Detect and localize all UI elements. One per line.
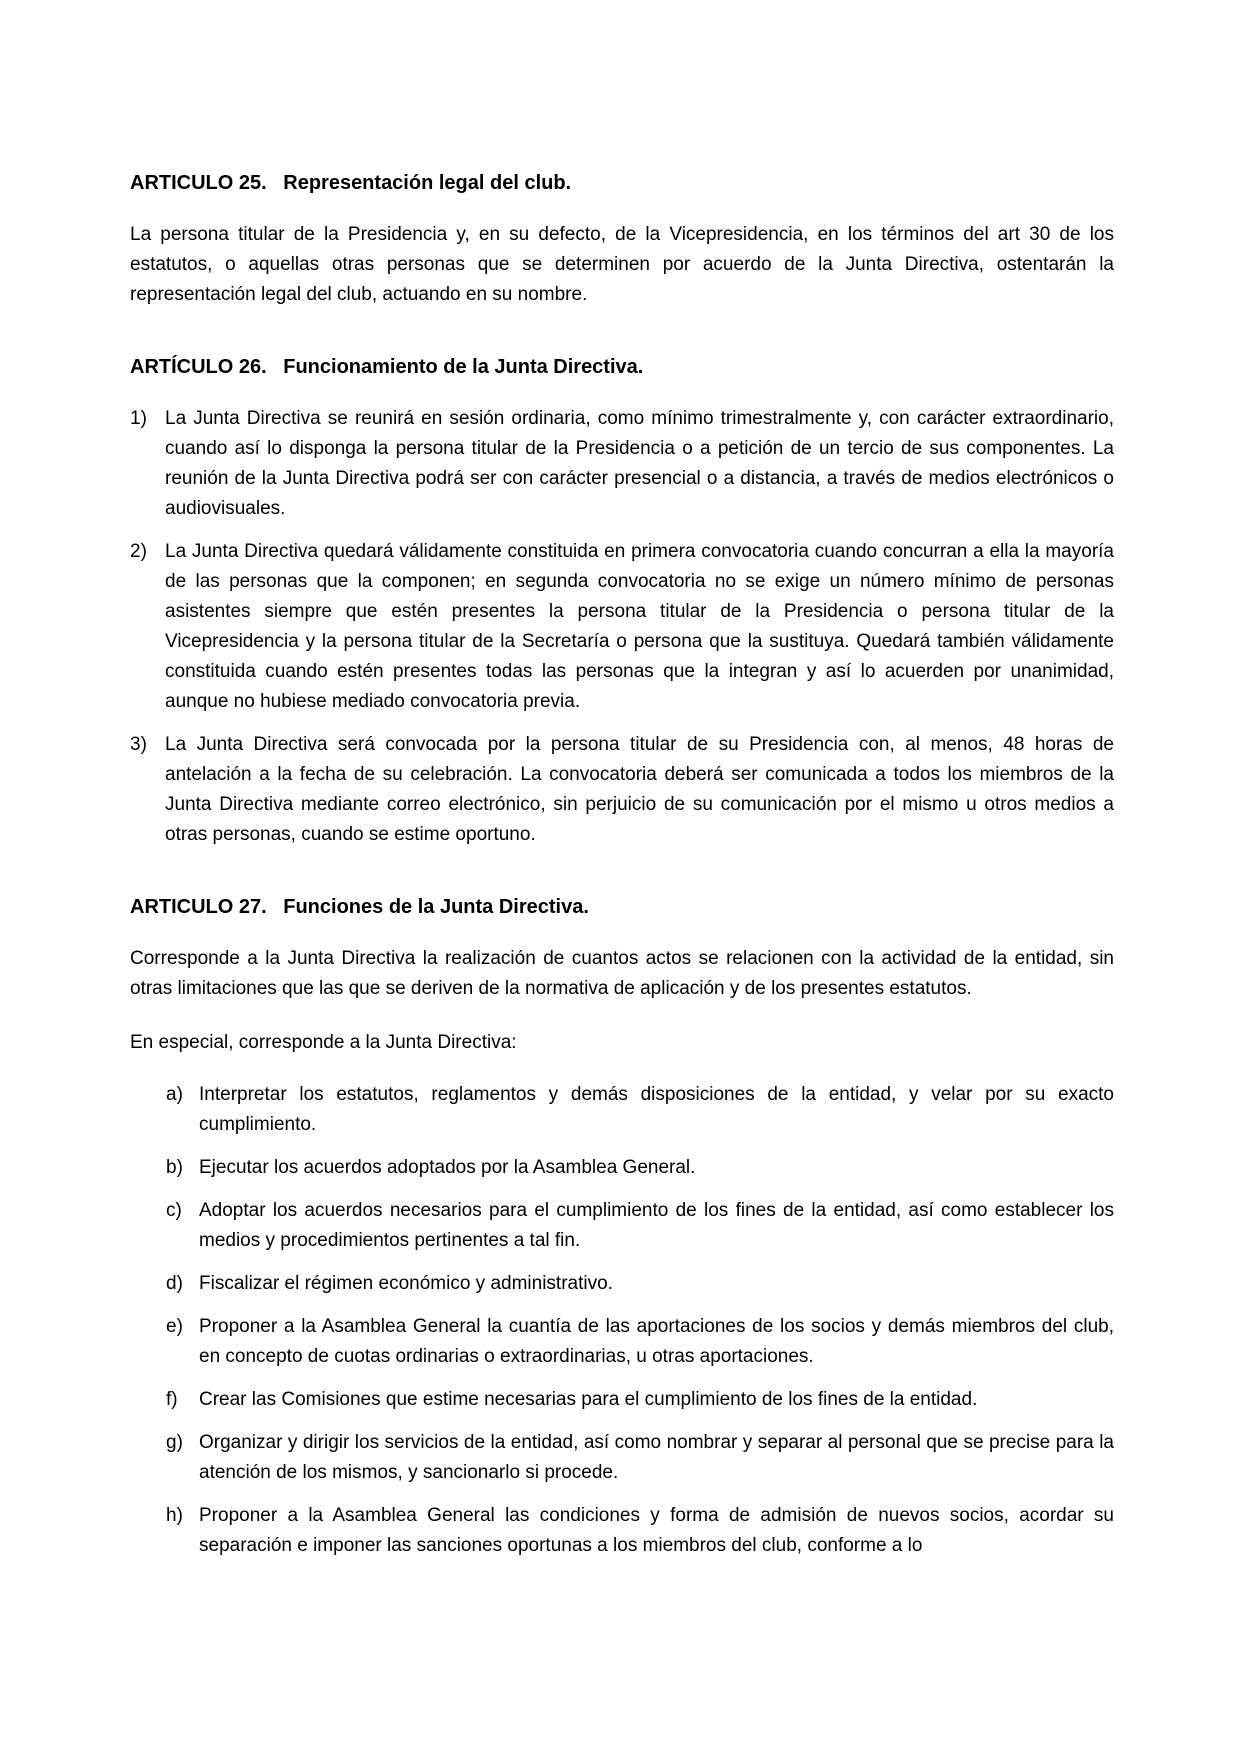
item-marker: f)	[166, 1389, 178, 1410]
article-25-paragraph: La persona titular de la Presidencia y, en su defecto, de la Vicepresidencia, en los términos del art 30 de los estatutos, o aquellas otras personas que se determinen por acuerdo de la Junta Directiva, ostentarán la representación legal del club, actuando en su nombre.	[130, 224, 1114, 305]
item-marker: a)	[166, 1084, 183, 1105]
item-text: Fiscalizar el régimen económico y administrativo.	[199, 1273, 613, 1294]
item-marker: c)	[166, 1200, 182, 1221]
article-27-label: ARTICULO 27.	[130, 896, 267, 918]
item-text: Crear las Comisiones que estime necesarias para el cumplimiento de los fines de la entidad.	[199, 1389, 978, 1410]
article-27-heading	[130, 894, 1114, 921]
item-text: La Junta Directiva quedará válidamente constituida en primera convocatoria cuando concurran a ella la mayoría de las personas que la componen; en segunda convocatoria no se exige un número mínimo de personas asistentes siempre que estén presentes la persona titular de la Presidencia o persona titular de la Vicepresidencia y la persona titular de la Secretaría o persona que la sustituya. Quedará también válidamente constituida cuando estén presentes todas las personas que la integran y así lo acuerden por unanimidad, aunque no hubiese mediado convocatoria previa.	[165, 541, 1114, 712]
article-27-title: Funciones de la Junta Directiva.	[283, 896, 589, 918]
lettered-item-b	[166, 1153, 1114, 1183]
article-26-label: ARTÍCULO 26.	[130, 356, 267, 378]
numbered-item-3	[130, 730, 1114, 850]
article-27-paragraph-2: En especial, corresponde a la Junta Directiva:	[130, 1032, 517, 1053]
numbered-item-1	[130, 404, 1114, 524]
article-27-lettered-list	[130, 1080, 1114, 1561]
article-26-heading	[130, 354, 1114, 381]
article-25-heading	[130, 170, 1114, 197]
article-26-title: Funcionamiento de la Junta Directiva.	[283, 356, 644, 378]
lettered-item-f	[166, 1385, 1114, 1415]
item-text: Adoptar los acuerdos necesarios para el cumplimiento de los fines de la entidad, así como establecer los medios y procedimientos pertinentes a tal fin.	[199, 1200, 1114, 1251]
item-text: La Junta Directiva se reunirá en sesión ordinaria, como mínimo trimestralmente y, con carácter extraordinario, cuando así lo disponga la persona titular de la Presidencia o a petición de un tercio de sus componentes. La reunión de la Junta Directiva podrá ser con carácter presencial o a distancia, a través de medios electrónicos o audiovisuales.	[165, 408, 1114, 519]
numbered-item-2	[130, 537, 1114, 717]
document-content	[130, 170, 1114, 1574]
item-marker: h)	[166, 1505, 183, 1526]
item-text: La Junta Directiva será convocada por la persona titular de su Presidencia con, al menos, 48 horas de antelación a la fecha de su celebración. La convocatoria deberá ser comunicada a todos los miembros de la Junta Directiva mediante correo electrónico, sin perjuicio de su comunicación por el mismo u otros medios a otras personas, cuando se estime oportuno.	[165, 734, 1114, 845]
item-marker: 3)	[130, 734, 147, 755]
lettered-item-g	[166, 1428, 1114, 1488]
article-27-paragraph-1: Corresponde a la Junta Directiva la realización de cuantos actos se relacionen con la actividad de la entidad, sin otras limitaciones que las que se deriven de la normativa de aplicación y de los presentes estatutos.	[130, 948, 1114, 999]
item-text: Interpretar los estatutos, reglamentos y demás disposiciones de la entidad, y velar por su exacto cumplimiento.	[199, 1084, 1114, 1135]
item-text: Organizar y dirigir los servicios de la entidad, así como nombrar y separar al personal que se precise para la atención de los mismos, y sancionarlo si procede.	[199, 1432, 1114, 1483]
item-marker: d)	[166, 1273, 183, 1294]
article-26-numbered-list	[130, 404, 1114, 850]
lettered-item-a	[166, 1080, 1114, 1140]
item-text: Proponer a la Asamblea General la cuantía de las aportaciones de los socios y demás miembros del club, en concepto de cuotas ordinarias o extraordinarias, u otras aportaciones.	[199, 1316, 1114, 1367]
lettered-item-c	[166, 1196, 1114, 1256]
lettered-item-d	[166, 1269, 1114, 1299]
article-25-title: Representación legal del club.	[283, 172, 572, 194]
item-marker: 2)	[130, 541, 147, 562]
item-marker: e)	[166, 1316, 183, 1337]
item-text: Proponer a la Asamblea General las condiciones y forma de admisión de nuevos socios, acordar su separación e imponer las sanciones oportunas a los miembros del club, conforme a lo	[199, 1505, 1114, 1556]
article-25-label: ARTICULO 25.	[130, 172, 267, 194]
lettered-item-h	[166, 1501, 1114, 1561]
item-marker: 1)	[130, 408, 147, 429]
lettered-item-e	[166, 1312, 1114, 1372]
item-text: Ejecutar los acuerdos adoptados por la Asamblea General.	[199, 1157, 696, 1178]
item-marker: g)	[166, 1432, 183, 1453]
item-marker: b)	[166, 1157, 183, 1178]
